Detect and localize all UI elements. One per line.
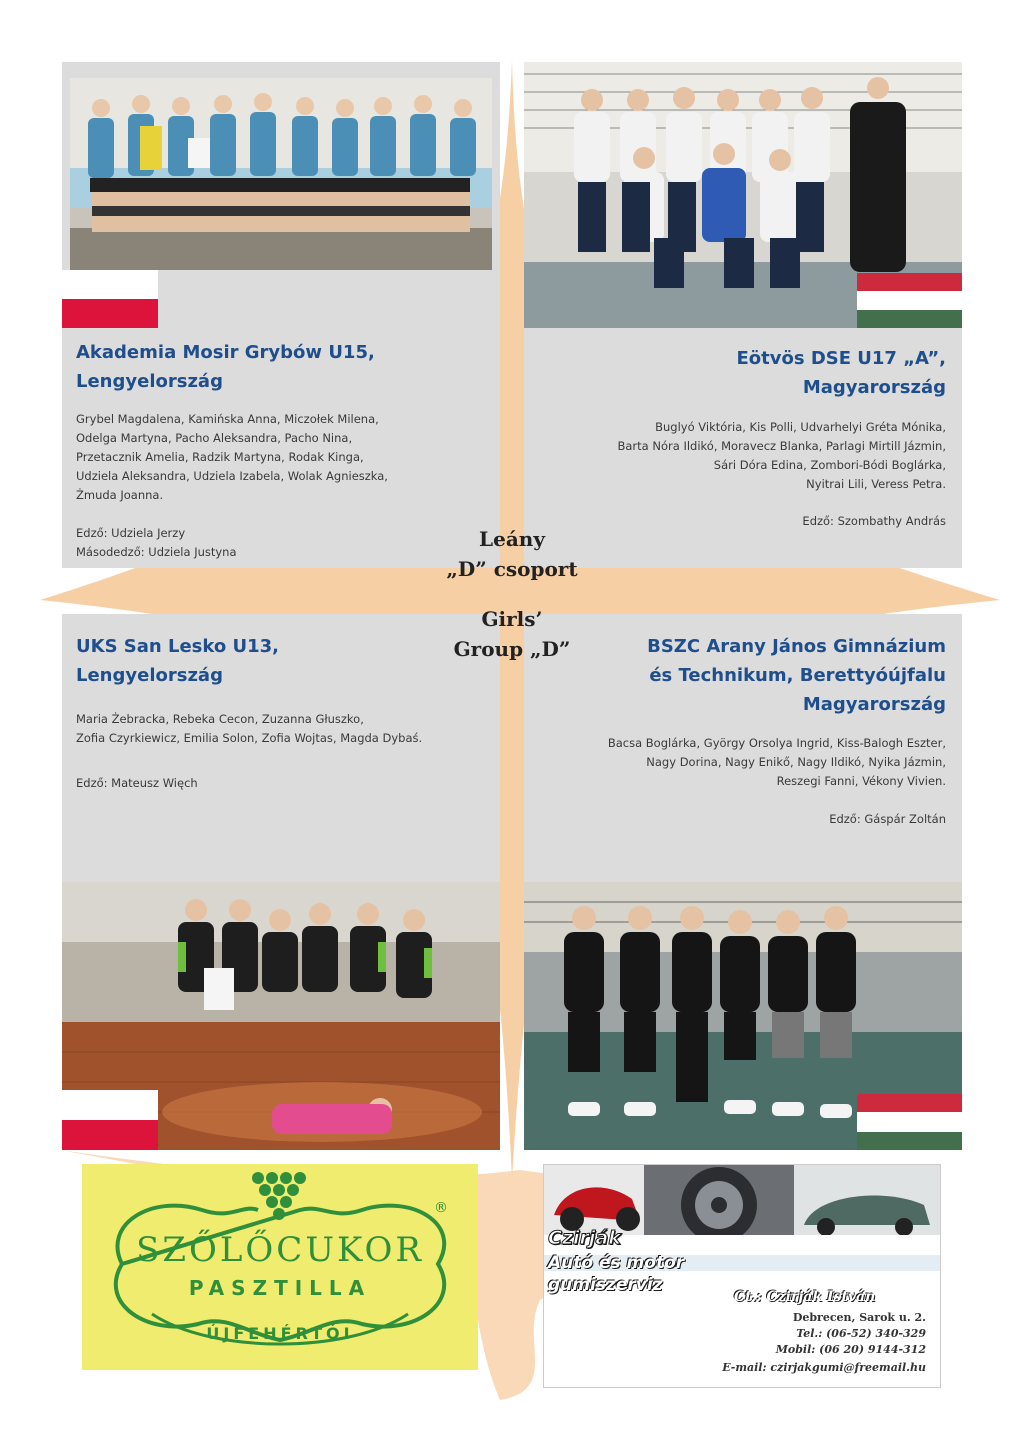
team-title-line: Eötvös DSE U17 „A”, [736, 348, 946, 369]
czirjak-email: E-mail: czirjakgumi@freemail.hu [722, 1361, 926, 1374]
player-line: Buglyó Viktória, Kis Polli, Udvarhelyi Gréta Mónika, [655, 420, 946, 434]
player-line: Żmuda Joanna. [76, 488, 164, 502]
player-line: Nyitrai Lili, Veress Petra. [806, 477, 946, 491]
flag-hungary [857, 1094, 962, 1150]
coach-line: Edző: Gáspár Zoltán [829, 812, 946, 826]
group-title-hu [422, 524, 602, 584]
czirjak-line2: gumiszerviz [548, 1275, 663, 1295]
player-list-grybow [76, 410, 496, 505]
team-title-line: Lengyelország [76, 665, 223, 686]
group-title-line: „D” csoport [446, 557, 578, 581]
ad-szolocukor [82, 1164, 478, 1370]
team-photo-grybow [70, 78, 492, 270]
team-title-line: UKS San Lesko U13, [76, 636, 280, 657]
coach-line: Edző: Mateusz Więch [76, 776, 198, 790]
team-title-eotvos [736, 344, 946, 402]
player-list-bszc [526, 734, 946, 791]
team-title-line: Magyarország [802, 377, 946, 398]
player-line: Sári Dóra Edina, Zombori-Bódi Boglárka, [713, 458, 946, 472]
team-title-line: és Technikum, Berettyóújfalu [649, 665, 946, 686]
team-title-line: Akademia Mosir Grybów U15, [76, 342, 375, 363]
player-list-lesko [76, 710, 496, 748]
player-line: Przetacznik Amelia, Radzik Martyna, Rodak Kinga, [76, 450, 364, 464]
player-line: Odelga Martyna, Pacho Aleksandra, Pacho Nina, [76, 431, 353, 445]
brand-line3: ÚJFEHÉRTÓI [206, 1324, 354, 1343]
team-title-line: Magyarország [802, 694, 946, 715]
player-list-eotvos [526, 418, 946, 494]
group-title-line: Group „D” [453, 637, 571, 661]
player-line: Nagy Dorina, Nagy Enikő, Nagy Ildikó, Nyika Jázmin, [646, 755, 946, 769]
flag-poland [62, 1090, 158, 1150]
group-title-line: Leány [479, 527, 545, 551]
coach-lesko [76, 774, 198, 793]
player-line: Bacsa Boglárka, György Orsolya Ingrid, Kiss-Balogh Eszter, [607, 736, 946, 750]
czirjak-mobile: Mobil: (06 20) 9144-312 [775, 1343, 926, 1356]
czirjak-name: Czirják [548, 1227, 621, 1249]
brand-line1: SZŐLŐCUKOR [136, 1230, 424, 1270]
player-line: Grybel Magdalena, Kamińska Anna, Miczołek Milena, [76, 412, 379, 426]
player-line: Reszegi Fanni, Vékony Vivien. [776, 774, 946, 788]
coach-line: Edző: Szombathy András [802, 514, 946, 528]
flag-hungary [857, 273, 962, 328]
coach-grybow [76, 524, 237, 562]
team-title-grybow [76, 338, 375, 396]
ad-czirjak [543, 1164, 941, 1388]
player-line: Barta Nóra Ildikó, Moravecz Blanka, Parlagi Mirtill Jázmin, [617, 439, 946, 453]
coach-bszc [829, 810, 946, 829]
brand-line2: PASZTILLA [188, 1276, 372, 1300]
team-title-line: BSZC Arany János Gimnázium [647, 636, 946, 657]
coach-line: Edző: Udziela Jerzy [76, 526, 186, 540]
player-line: Maria Żebracka, Rebeka Cecon, Zuzanna Głuszko, [76, 712, 364, 726]
czirjak-phone: Tel.: (06-52) 340-329 [796, 1327, 926, 1340]
czirjak-owner: Ct.: Czirják István [734, 1289, 876, 1305]
registered-mark: ® [434, 1200, 448, 1216]
coach-eotvos [802, 512, 946, 531]
team-title-bszc [647, 632, 946, 719]
team-title-lesko [76, 632, 279, 690]
assistant-coach-line: Másodedző: Udziela Justyna [76, 545, 237, 559]
czirjak-line1: Autó és motor [548, 1253, 685, 1273]
player-line: Zofia Czyrkiewicz, Emilia Solon, Zofia Wojtas, Magda Dybaś. [76, 731, 423, 745]
group-title-line: Girls’ [481, 607, 543, 631]
team-title-line: Lengyelország [76, 371, 223, 392]
flag-poland [62, 270, 158, 328]
group-title-en [422, 604, 602, 664]
czirjak-address: Debrecen, Sarok u. 2. [792, 1311, 926, 1324]
player-line: Udziela Aleksandra, Udziela Izabela, Wolak Agnieszka, [76, 469, 388, 483]
